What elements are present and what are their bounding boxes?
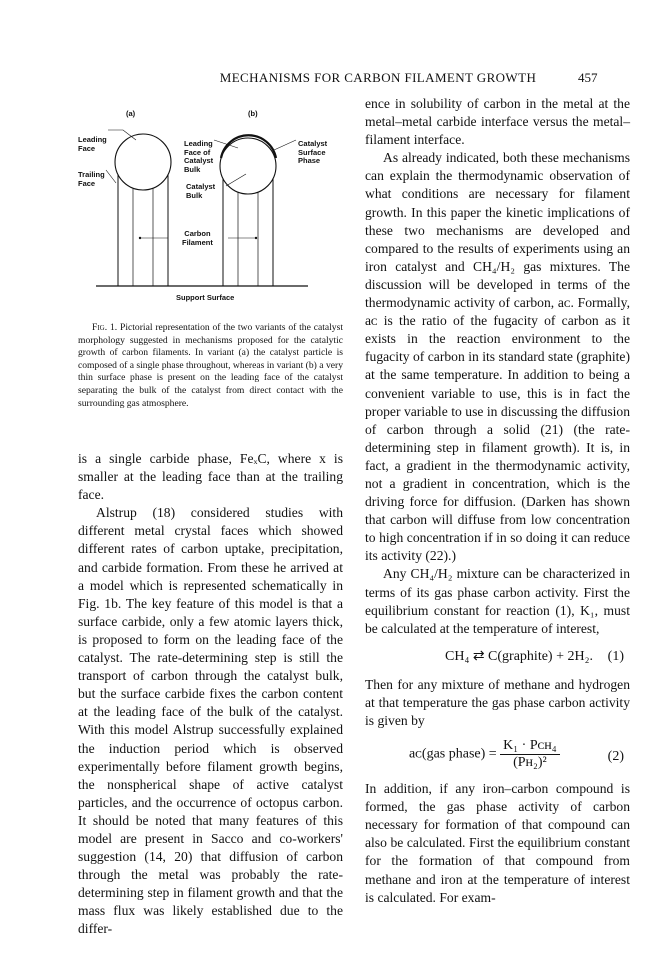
panel-a-label: (a): [126, 109, 136, 118]
figure-1-drawing: [78, 108, 343, 308]
right-paragraph-4: Then for any mixture of methane and hydrogen at that temperature the gas phase carbon activity is given by: [365, 676, 630, 728]
panel-b-label: (b): [248, 109, 258, 118]
figure-1: [78, 108, 343, 308]
equation-2-number: (2): [607, 749, 624, 765]
page-number: 457: [578, 70, 598, 85]
label-catalyst-surface-phase: Catalyst Surface Phase: [298, 139, 328, 165]
equation-1-number: (1): [607, 648, 624, 664]
right-column: [365, 95, 630, 907]
left-paragraph-1: is a single carbide phase, FeₓC, where x is smaller at the leading face than at the trailing face.: [78, 451, 343, 503]
label-support-surface: Support Surface: [176, 293, 235, 302]
right-paragraph-5: In addition, if any iron–carbon compound is formed, the gas phase activity of carbon necessary for formation of that compound can also be calculated. First the equilibrium constant for the formation of that compound from methane and iron at the temperature of interest is calculated. For exam-: [365, 781, 630, 905]
label-catalyst-bulk: Catalyst Bulk: [186, 182, 216, 200]
label-trailing-face: Trailing Face: [78, 170, 105, 188]
label-carbon-filament: Carbon Filament: [182, 229, 213, 247]
right-paragraph-2: As already indicated, both these mechanisms can explain the thermodynamic observation of what conditions are necessary for filament growth. In this paper the kinetic implications of these two mechanisms are developed and compared to the results of experiments using an iron catalyst and CH₄/H₂ gas mixtures. The discussion will be developed in terms of the thermodynamic activity of carbon, aᴄ. Formally, aᴄ is the ratio of the fugacity of carbon as it exists in the reaction environment to the fugacity of carbon in its standard state (graphite) at the same temperature. In addition to being a convenient variable to use, this is in fact the proper variable to use in discussing the diffusion of carbon through a solid (21) (the rate-determining step in filament growth). It is, in fact, a gradient in the thermodynamic activity, not a gradient in concentration, which is the driving force for diffusion. (Darken has shown that carbon will diffuse from low concentration to high concentration if in so doing it can reduce its activity (22).): [365, 150, 630, 564]
equation-2-numerator: K₁ · Pᴄʜ₄: [500, 738, 560, 755]
right-paragraph-1: ence in solubility of carbon in the metal at the metal–metal carbide interface versus the metal–filament interface.: [365, 96, 630, 148]
equation-1: [365, 644, 630, 672]
equation-1-body: CH₄ ⇄ C(graphite) + 2H₂.: [445, 648, 593, 664]
equation-2-fraction: [500, 738, 560, 771]
catalyst-particle-a: [115, 134, 171, 190]
label-leading-face-of-catalyst-bulk: Leading Face of Catalyst Bulk: [184, 139, 214, 174]
figure-1-caption: [78, 322, 343, 410]
right-paragraph-3: Any CH₄/H₂ mixture can be characterized in terms of its gas phase carbon activity. First the equilibrium constant for reaction (1), K₁, must be calculated at the temperature of interest,: [365, 566, 630, 636]
left-paragraph-2: Alstrup (18) considered studies with different metal crystal faces which showed different rates of carbon uptake, precipitation, and carbide formation. From these he arrived at a model which is represented schematically in Fig. 1b. The key feature of this model is that a surface carbide, only a few atomic layers thick, is proposed to form on the leading face of the catalyst. The rate-determining step is still the transport of carbon through the catalyst bulk, but the surface carbide fixes the carbon content at the leading face of the bulk of the catalyst. With this model Alstrup successfully explained the induction period which is observed experimentally before filament growth begins, the nonspherical shape of active catalyst particles, and the occurrence of octopus carbon. It should be noted that many features of this model are present in Sacco and co-workers' suggestion (14, 20) that diffusion of carbon through the metal was probably the rate-determining step in filament growth and that the mass flux was likely established due to the differ-: [78, 505, 343, 937]
caption-text: Pictorial representation of the two variants of the catalyst morphology suggested in mechanisms proposed for the catalytic growth of carbon filaments. In variant (a) the catalyst particle is composed of a single phase throughout, whereas in variant (b) a very thin surface phase is present on the leading face of the catalyst separating the bulk of the catalyst from direct contact with the surrounding gas atmosphere.: [78, 322, 343, 409]
equation-2-lhs: aᴄ(gas phase) =: [409, 746, 497, 762]
catalyst-particle-b: [220, 138, 276, 194]
caption-label: Fig. 1.: [92, 322, 118, 333]
equation-2: [365, 736, 630, 776]
label-leading-face: Leading Face: [78, 135, 107, 153]
equation-2-denominator: (Pʜ₂)²: [513, 755, 547, 771]
running-title: MECHANISMS FOR CARBON FILAMENT GROWTH: [219, 70, 537, 85]
left-column: [78, 450, 343, 939]
